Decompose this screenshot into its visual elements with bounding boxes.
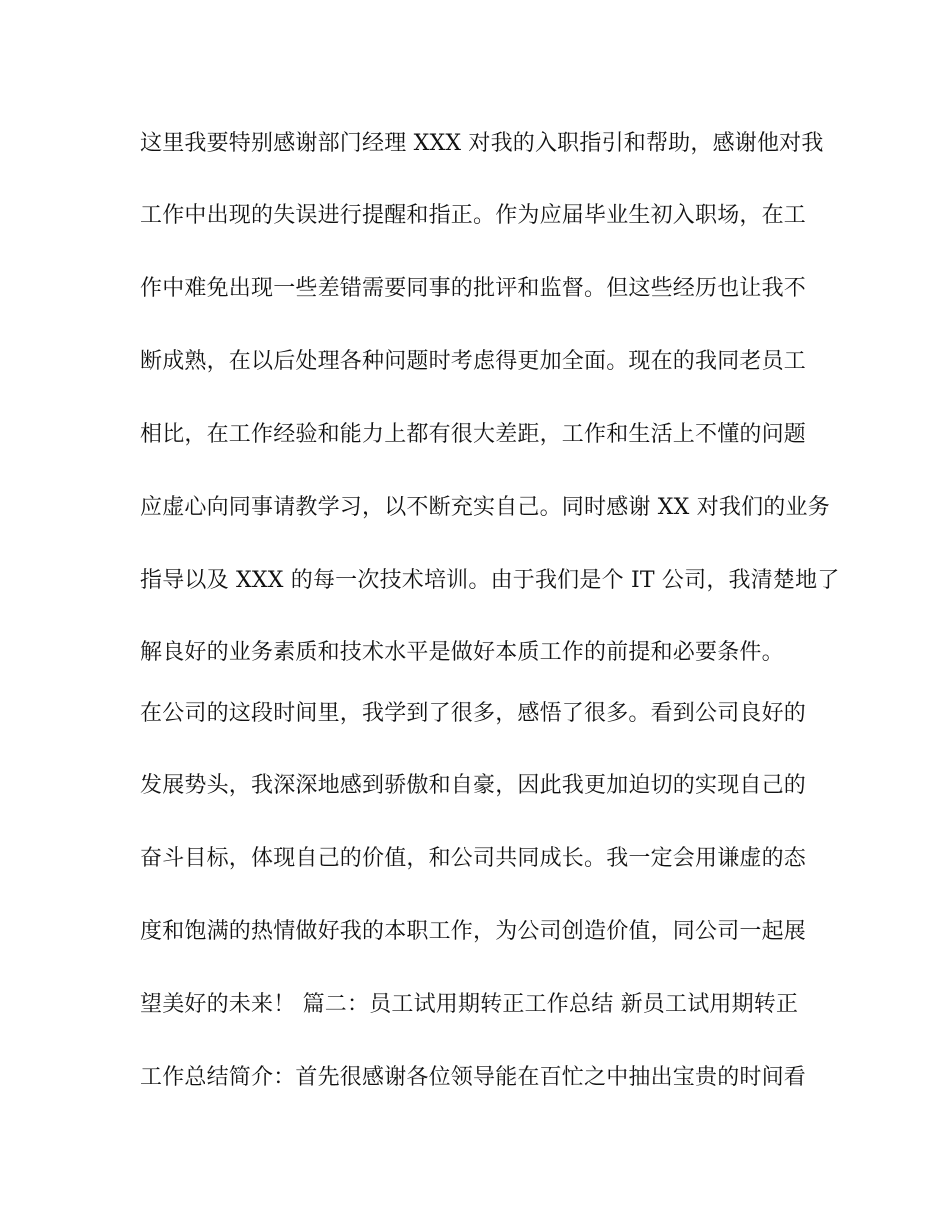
- text-line: 度和饱满的热情做好我的本职工作，为公司创造价值，同公司一起展: [140, 919, 807, 944]
- text-line: 作中难免出现一些差错需要同事的批评和监督。但这些经历也让我不: [140, 276, 807, 301]
- text-line: 望美好的未来！ 篇二：员工试用期转正工作总结 新员工试用期转正: [140, 992, 799, 1017]
- text-line: 解良好的业务素质和技术水平是做好本质工作的前提和必要条件。: [140, 640, 784, 665]
- text-line: 指导以及 XXX 的每一次技术培训。由于我们是个 IT 公司，我清楚地了: [140, 568, 840, 593]
- text-line: 奋斗目标，体现自己的价值，和公司共同成长。我一定会用谦虚的态: [140, 846, 807, 871]
- text-line: 工作总结简介：首先很感谢各位领导能在百忙之中抽出宝贵的时间看: [140, 1065, 807, 1090]
- text-line: 在公司的这段时间里，我学到了很多，感悟了很多。看到公司良好的: [140, 701, 807, 726]
- text-line: 这里我要特别感谢部门经理 XXX 对我的入职指引和帮助，感谢他对我: [140, 131, 824, 156]
- text-line: 应虚心向同事请教学习，以不断充实自己。同时感谢 XX 对我们的业务: [140, 495, 830, 520]
- text-line: 断成熟，在以后处理各种问题时考虑得更加全面。现在的我同老员工: [140, 349, 807, 374]
- text-line: 发展势头，我深深地感到骄傲和自豪，因此我更加迫切的实现自己的: [140, 773, 807, 798]
- text-line: 工作中出现的失误进行提醒和指正。作为应届毕业生初入职场，在工: [140, 203, 807, 228]
- text-line: 相比，在工作经验和能力上都有很大差距，工作和生活上不懂的问题: [140, 422, 807, 447]
